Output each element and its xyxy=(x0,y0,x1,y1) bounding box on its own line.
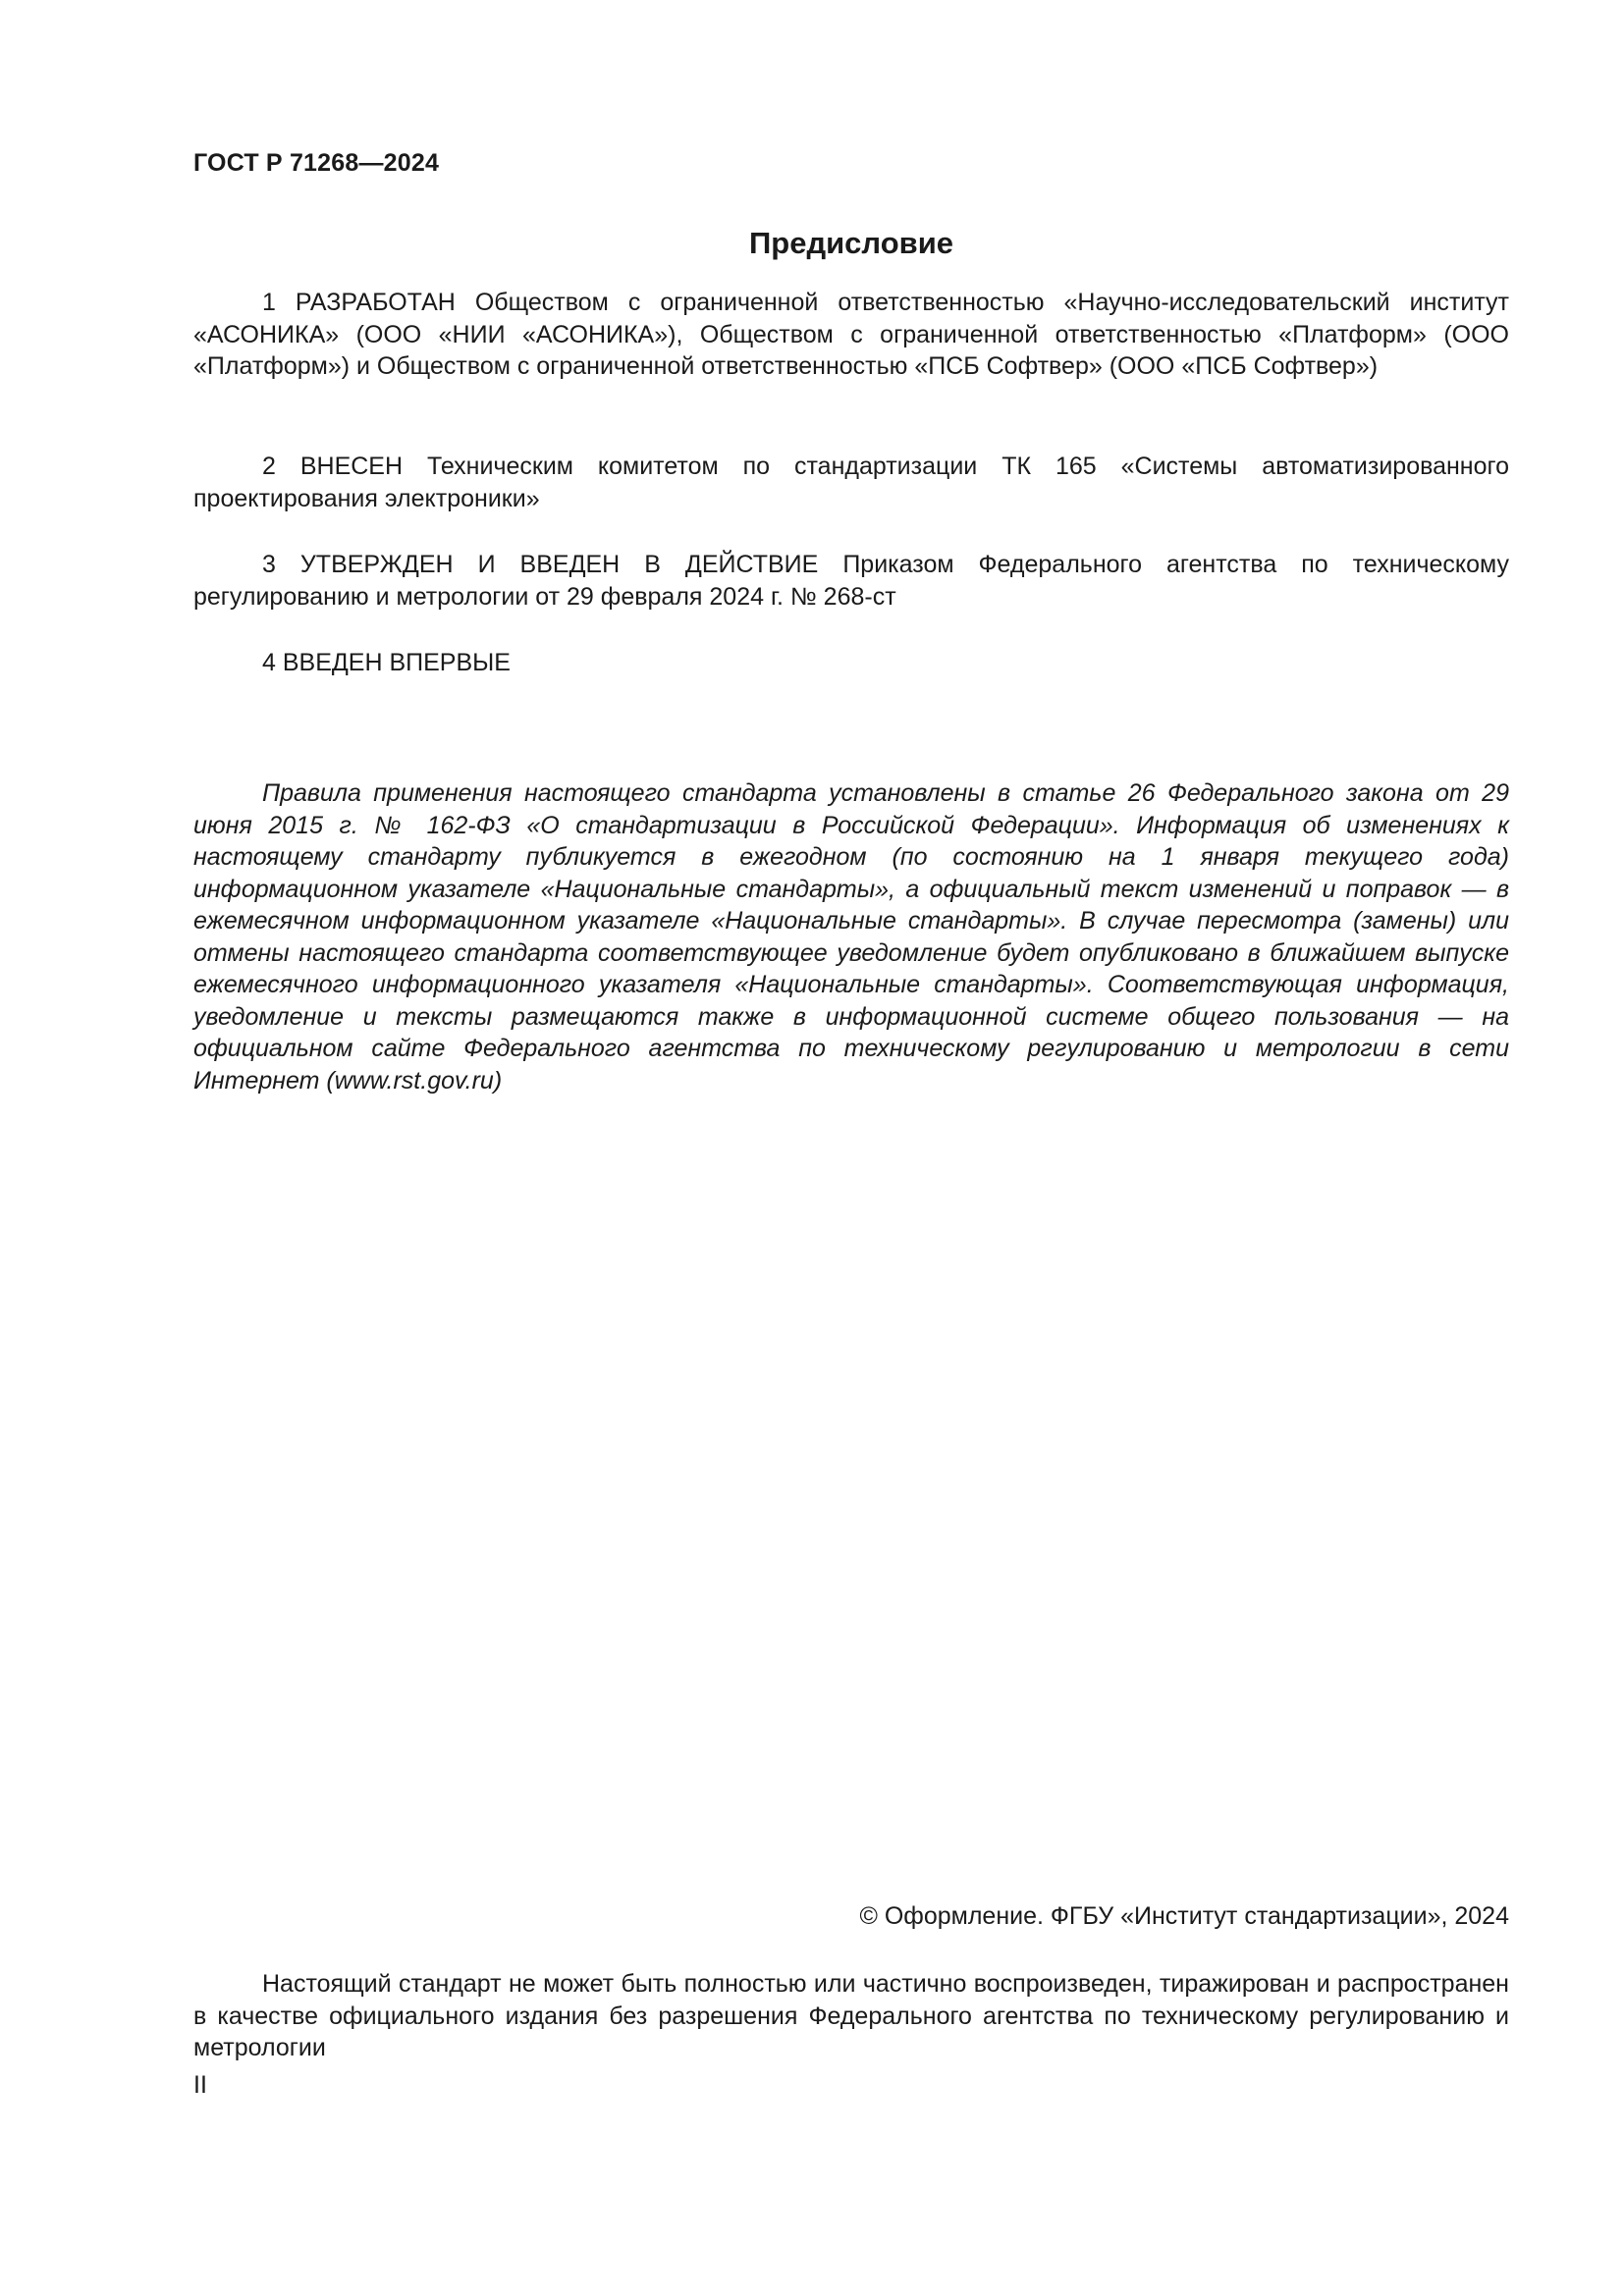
foreword-item-approved: 3 УТВЕРЖДЕН И ВВЕДЕН В ДЕЙСТВИЕ Приказом Федерального агентства по техническому регулированию и метрологии от 29 февраля 2024 г. № 268-ст xyxy=(193,551,1509,611)
reproduction-rights-notice: Настоящий стандарт не может быть полностью или частично воспроизведен, тиражирован и распространен в качестве официального издания без разрешения Федерального агентства по техническому регулированию и метрологии xyxy=(193,1970,1509,2061)
application-rules-notice: Правила применения настоящего стандарта установлены в статье 26 Федерального закона от 29 июня 2015 г. № 162-ФЗ «О стандартизации в Российской Федерации». Информация об изменениях к настоящему стандарту публикуется в ежегодном (по состоянию на 1 января текущего года) информационном указателе «Национальные стандарты», а официальный текст изменений и поправок — в ежемесячном информационном указателе «Национальные стандарты». В случае пересмотра (замены) или отмены настоящего стандарта соответствующее уведомление будет опубликовано в ближайшем выпуске ежемесячного информационного указателя «Национальные стандарты». Соответствующая информация, уведомление и тексты размещаются также в информационной системе общего пользования — на официальном сайте Федерального агентства по техническому регулированию и метрологии в сети Интернет (www.rst.gov.ru) xyxy=(193,779,1509,1095)
copyright-line: © Оформление. ФГБУ «Институт стандартизации», 2024 xyxy=(859,1902,1509,1930)
foreword-item-developed: 1 РАЗРАБОТАН Обществом с ограниченной ответственностью «Научно-исследовательский институт «АСОНИКА» (ООО «НИИ «АСОНИКА»), Обществом с ограниченной ответственностью «Платформ» (ООО «Платформ») и Обществом с ограниченной ответственностью «ПСБ Софтвер» (ООО «ПСБ Софтвер») xyxy=(193,289,1509,380)
foreword-item-introduced: 2 ВНЕСЕН Техническим комитетом по стандартизации ТК 165 «Системы автоматизированного проектирования электроники» xyxy=(193,453,1509,512)
document-code: ГОСТ Р 71268—2024 xyxy=(193,149,440,177)
page-title: Предисловие xyxy=(748,226,953,260)
foreword-item-first-introduced: 4 ВВЕДЕН ВПЕРВЫЕ xyxy=(262,649,511,676)
page-number: II xyxy=(193,2071,207,2099)
